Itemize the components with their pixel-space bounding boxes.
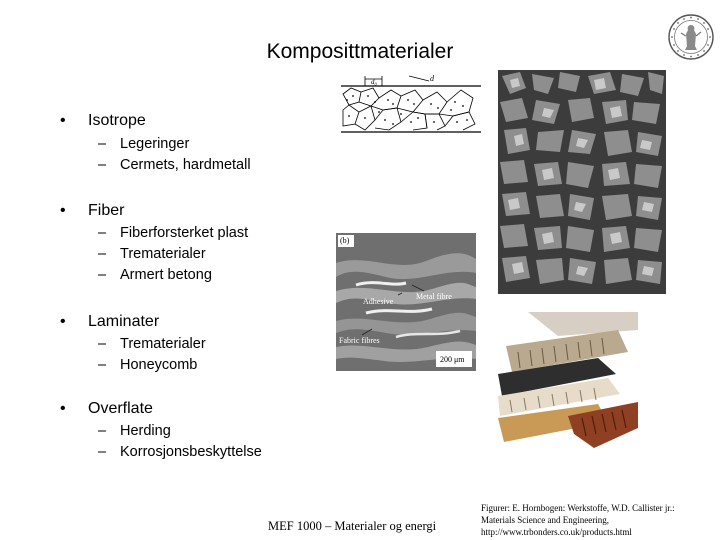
bullet-heading: Isotrope (88, 112, 146, 129)
dash: – (98, 225, 107, 241)
sub-item (98, 357, 197, 373)
sub-item-text: Trematerialer (120, 336, 206, 352)
bullet-dot: • (60, 202, 66, 219)
sub-item-text: Fiberforsterket plast (120, 225, 249, 241)
metal-fibre-label: Metal fibre (416, 292, 452, 301)
dash: – (98, 246, 107, 262)
hardmetal-micrograph (498, 70, 666, 294)
sub-item (98, 336, 206, 352)
honeycomb-laminate-photo (498, 312, 638, 450)
bullet-dot: • (60, 313, 66, 330)
credit-line: http://www.trbonders.co.uk/products.html (481, 527, 632, 537)
dash: – (98, 336, 107, 352)
dash: – (98, 444, 107, 460)
sub-item-text: Armert betong (120, 267, 212, 283)
dash: – (98, 157, 107, 173)
fibre-composite-sem-image (336, 233, 476, 371)
bullet-dot: • (60, 400, 66, 417)
sub-item (98, 246, 206, 262)
slide-title: Komposittmaterialer (266, 40, 454, 63)
bullet-heading: Fiber (88, 202, 125, 219)
footer-course: MEF 1000 – Materialer og energi (268, 519, 437, 533)
sub-item (98, 444, 262, 460)
sub-item-text: Cermets, hardmetall (120, 157, 251, 173)
university-seal-logo (667, 12, 715, 62)
d-label: d (430, 74, 434, 83)
dash: – (98, 267, 107, 283)
isotropic-microstructure-diagram (313, 72, 481, 138)
adhesive-label: Adhesive (363, 297, 394, 306)
sub-item-text: Legeringer (120, 136, 190, 152)
sub-item-text: Korrosjonsbeskyttelse (120, 444, 262, 460)
sub-item-text: Herding (120, 423, 171, 439)
dash: – (98, 136, 107, 152)
sub-item (98, 157, 251, 173)
fabric-fibres-label: Fabric fibres (339, 336, 380, 345)
credit-line: Materials Science and Engineering, (481, 515, 609, 525)
bullet-heading: Laminater (88, 313, 160, 330)
sub-item (98, 423, 171, 439)
bullet-dot: • (60, 112, 66, 129)
scale-bar-label: 200 μm (440, 355, 465, 364)
dash: – (98, 357, 107, 373)
panel-tag: (b) (340, 236, 350, 245)
sub-item (98, 136, 189, 152)
sub-item (98, 267, 212, 283)
sub-item-text: Trematerialer (120, 246, 206, 262)
footer-credits (481, 502, 675, 538)
fibre-composite-sem-figure (336, 233, 476, 371)
credit-line: Figurer: E. Hornbogen: Werkstoffe, W.D. Callister jr.: (481, 503, 675, 513)
sub-item (98, 225, 248, 241)
sub-item-text: Honeycomb (120, 357, 198, 373)
d0-label: d₀ (371, 78, 377, 86)
bullet-heading: Overflate (88, 400, 153, 417)
dash: – (98, 423, 107, 439)
